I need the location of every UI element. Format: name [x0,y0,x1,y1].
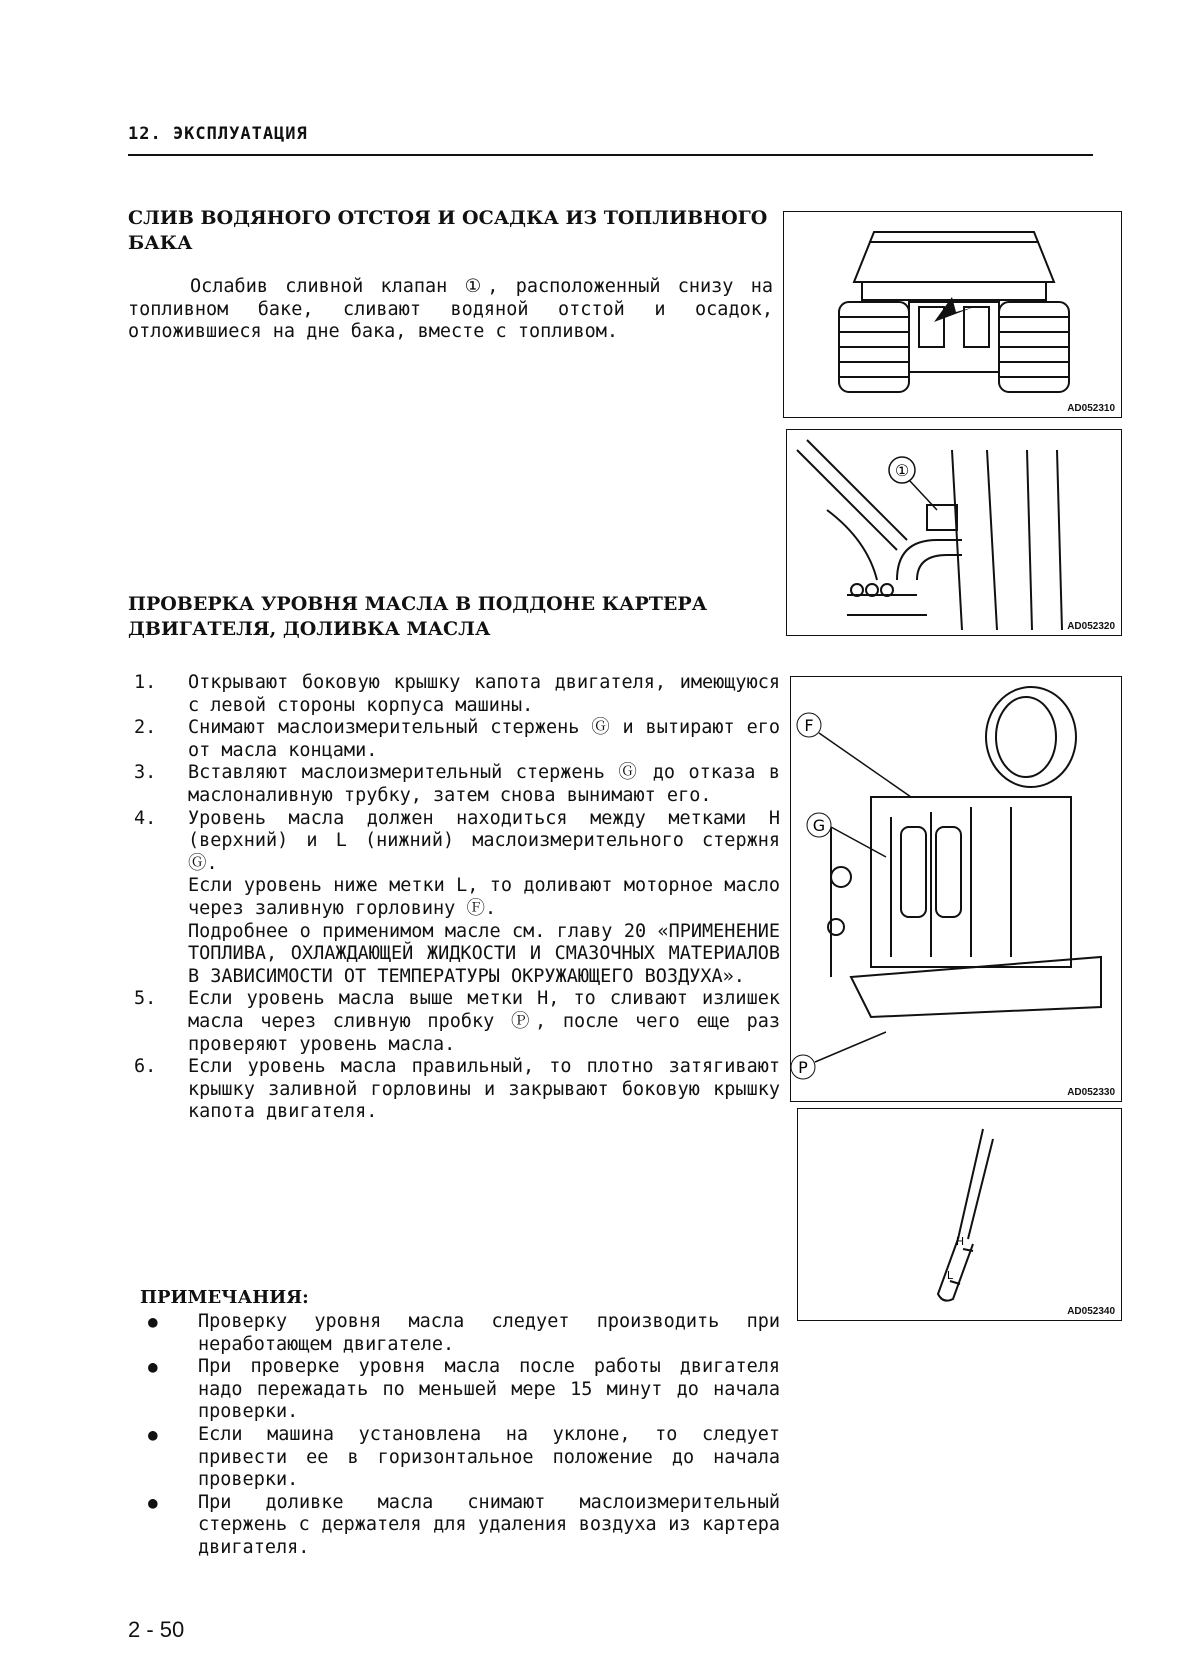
figure-code: AD052310 [1067,403,1115,414]
step-item: 3. Вставляют маслоизмерительный стержень Ⓖ до отказа в маслоналивную трубку, затем снова вынимают его. [134,762,780,806]
drain-valve-illustration [787,430,1121,635]
bullet-icon: ● [148,1424,158,1444]
header-rule [128,154,1093,156]
step-item: 4. Уровень масла должен находиться между метками H (верхний) и L (нижний) маслоизмерительного стержня Ⓖ. Если уровень ниже метки L, то доливают моторное масло через заливную горловину Ⓕ. Подробнее о применимом масле см. главу 20 «ПРИМЕНЕНИЕ ТОПЛИВА, ОХЛАЖДАЮЩЕЙ ЖИДКОСТИ И СМАЗОЧНЫХ МАТЕРИАЛОВ В ЗАВИСИМОСТИ ОТ ТЕМПЕРАТУРЫ ОКРУЖАЮЩЕГО ВОЗДУХА». [134,807,780,987]
notes-title: ПРИМЕЧАНИЯ: [140,1287,309,1308]
figure-dipstick [797,1108,1122,1321]
note-item: ● Проверку уровня масла следует производить при неработающем двигателе. [148,1311,780,1355]
oil-steps-list [128,672,780,1124]
note-item: ● При доливке масла снимают маслоизмерительный стержень с держателя для удаления воздуха из картера двигателя. [148,1491,780,1558]
bullet-icon: ● [148,1357,158,1377]
excavator-illustration [784,212,1121,417]
page-number: 2 - 50 [128,1617,185,1642]
note-item: ● При проверке уровня масла после работы двигателя надо пережадать по меньшей мере 15 минут до начала проверки. [148,1356,780,1423]
figure-label: H [955,1235,965,1248]
notes-list [140,1311,780,1560]
figure-code: AD052340 [1067,1306,1115,1317]
figure-engine [790,676,1122,1102]
figure-label: G [812,816,826,835]
figure-label: P [798,1058,808,1077]
note-item: ● Если машина установлена на уклоне, то следует привести ее в горизонтальное положение до начала проверки. [148,1423,780,1491]
figure-code: AD052320 [1067,621,1115,632]
step-item: 1. Открывают боковую крышку капота двигателя, имеющуюся с левой стороны корпуса машины. [134,672,780,716]
figure-drain-valve [786,429,1122,636]
drain-section-text: Ослабив сливной клапан ①, расположенный снизу на топливном баке, сливают водяной отстой и осадок, отложившиеся на дне бака, вместе с топливом. [128,276,773,342]
bullet-icon: ● [148,1492,158,1512]
figure-label: F [804,716,814,735]
figure-code: AD052330 [1067,1087,1115,1098]
drain-section-title: СЛИВ ВОДЯНОГО ОТСТОЯ И ОСАДКА ИЗ ТОПЛИВНОГО БАКА [128,207,768,254]
oil-section-title: ПРОВЕРКА УРОВНЯ МАСЛА В ПОДДОНЕ КАРТЕРА ДВИГАТЕЛЯ, ДОЛИВКА МАСЛА [128,593,708,640]
step-item: 2. Снимают маслоизмерительный стержень Ⓖ и вытирают его от масла концами. [134,717,780,761]
figure-excavator-rear [783,211,1122,418]
engine-illustration [791,677,1121,1101]
step-item: 5. Если уровень масла выше метки H, то сливают излишек масла через сливную пробку Ⓟ, после чего еще раз проверяют уровень масла. [134,988,780,1055]
section-header: 12. ЭКСПЛУАТАЦИЯ [128,124,308,144]
dipstick-illustration [798,1109,1121,1320]
step-item: 6. Если уровень масла правильный, то плотно затягивают крышку заливной горловины и закрывают боковую крышку капота двигателя. [134,1056,780,1123]
figure-label: L [946,1269,954,1282]
figure-label: ① [894,461,910,480]
page-header [128,124,1088,144]
bullet-icon: ● [148,1312,158,1331]
